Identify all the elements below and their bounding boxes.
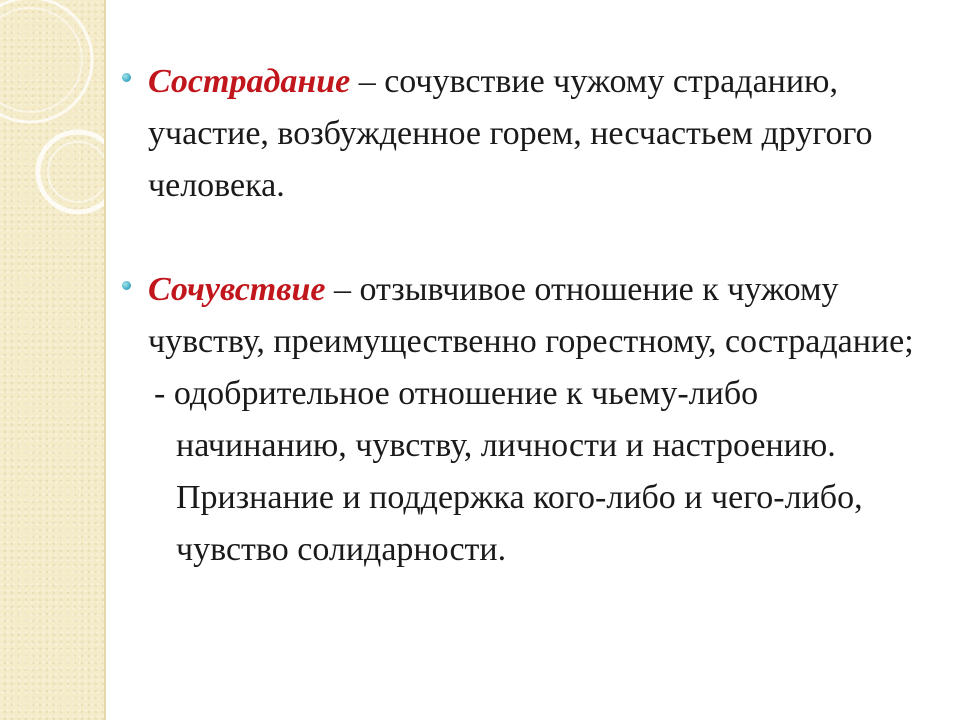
side-panel-edge bbox=[104, 0, 106, 720]
definition-compassion bbox=[120, 56, 920, 212]
bullet-icon bbox=[122, 73, 131, 82]
term-compassion: Сострадание bbox=[148, 63, 351, 100]
slide-content bbox=[120, 56, 920, 576]
decorative-rings-icon bbox=[0, 0, 104, 260]
term-sympathy: Сочувствие bbox=[148, 271, 326, 308]
bullet-icon bbox=[122, 281, 131, 290]
definition-compassion-text: – сочувствие чужому страданию, участие, возбужденное горем, несчастьем другого человека. bbox=[148, 63, 873, 204]
definition-sympathy-extra: - одобрительное отношение к чьему-либо начинанию, чувству, личности и настроению. Признание и поддержка кого-либо и чего-либо, чувство солидарности. bbox=[154, 375, 863, 568]
definition-sympathy-text: – отзывчивое отношение к чужому чувству, преимущественно горестному, сострадание; bbox=[148, 271, 914, 360]
definition-sympathy bbox=[120, 264, 920, 368]
